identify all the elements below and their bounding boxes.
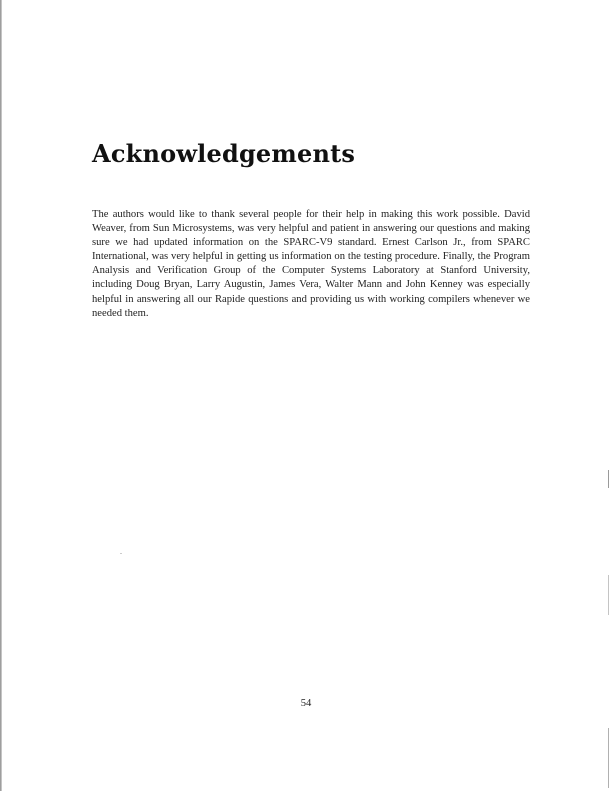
- scan-mark: [608, 728, 609, 788]
- scan-mark: [608, 470, 609, 488]
- acknowledgements-paragraph: The authors would like to thank several people for their help in making this work possible. David Weaver, from Sun Microsystems, was very helpful and patient in answering our questions and making sure we had updated information on the SPARC-V9 standard. Ernest Carlson Jr., from SPARC International, was very helpful in getting us information on the testing procedure. Finally, the Program Analysis and Verification Group of the Computer Systems Laboratory at Stanford University, including Doug Bryan, Larry Augustin, James Vera, Walter Mann and John Kenney was especially helpful in answering all our Rapide questions and providing us with working compilers whenever we needed them.: [92, 209, 530, 319]
- page-number: 54: [300, 698, 312, 709]
- scan-mark: [608, 575, 609, 615]
- scan-speck: [120, 553, 122, 554]
- page-title: Acknowledgements: [92, 139, 356, 168]
- scan-edge-left: [0, 0, 2, 791]
